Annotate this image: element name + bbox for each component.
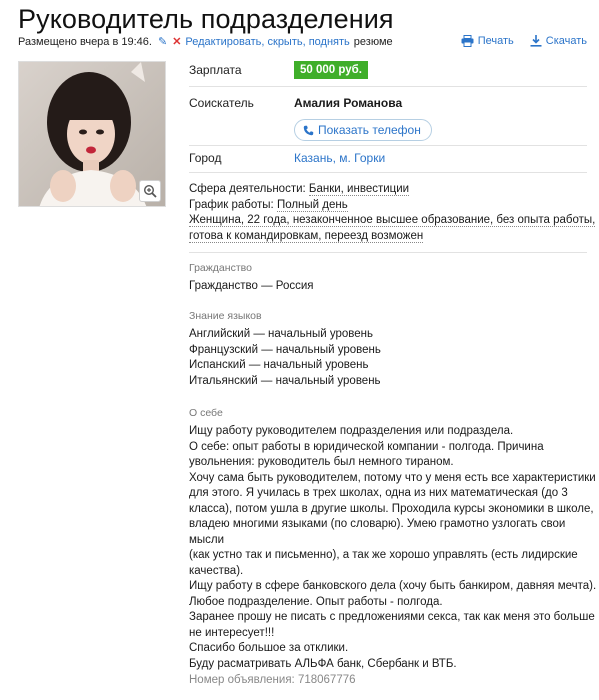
about-line: качества). xyxy=(189,564,244,577)
sphere-line xyxy=(189,182,599,198)
applicant-name: Амалия Романова xyxy=(294,96,403,110)
language-item: Итальянский — начальный уровень xyxy=(189,374,381,387)
summary-block xyxy=(189,182,599,244)
about-line: Ищу работу в сфере банковского дела (хочу быть банкиром, давняя мечта). xyxy=(189,580,597,592)
about-line: Ищу работу руководителем подразделения или подраздела. xyxy=(189,425,514,437)
about-line: владею многими языками (по словарю). Умею грамотно узлогать свои мысли xyxy=(189,518,566,546)
languages-list xyxy=(189,327,599,389)
about-line: не интересует!!! xyxy=(189,626,275,639)
divider xyxy=(189,86,587,87)
download-button[interactable] xyxy=(530,35,587,47)
salary-row xyxy=(189,61,589,79)
schedule-line xyxy=(189,198,599,214)
salary-badge: 50 000 руб. xyxy=(294,61,368,79)
about-line: увольнения: руководитель был немного тираном. xyxy=(189,456,454,468)
salary-label: Зарплата xyxy=(189,63,242,77)
phone-icon xyxy=(303,125,314,136)
city-link[interactable]: Казань, м. Горки xyxy=(294,151,386,165)
resume-actions xyxy=(461,35,587,47)
close-icon[interactable]: ✕ xyxy=(172,36,182,48)
about-line: Буду расматривать АЛЬФА банк, Сбербанк и ВТБ. xyxy=(189,657,457,670)
citizenship-value: Гражданство — Россия xyxy=(189,280,314,292)
about-line: О себе: опыт работы в юридической компании - полгода. Причина xyxy=(189,440,544,453)
about-line: класса), потом ушла в другие школы. Проходила курсы экономики в школе, xyxy=(189,502,594,515)
bio-text: готова к командировкам, переезд возможен xyxy=(189,229,424,242)
show-phone-label: Показать телефон xyxy=(318,123,421,137)
bio-line xyxy=(189,213,599,229)
print-label: Печать xyxy=(477,35,514,47)
city-row xyxy=(189,151,589,165)
bio-line xyxy=(189,229,599,245)
applicant-label: Соискатель xyxy=(189,96,254,110)
about-line: (как устно так и письменно), а так же хорошо управлять (есть лидирские xyxy=(189,549,578,561)
schedule-label: График работы: xyxy=(189,198,274,211)
divider xyxy=(189,172,587,173)
posting-meta xyxy=(18,35,393,48)
schedule-value: Полный день xyxy=(276,198,348,211)
city-label: Город xyxy=(189,151,222,165)
ad-number: Номер объявления: 718067776 xyxy=(189,674,356,686)
sphere-value: Банки, инвестиции xyxy=(308,183,410,195)
language-item: Французский — начальный уровень xyxy=(189,343,381,356)
download-label: Скачать xyxy=(545,35,587,47)
printer-icon xyxy=(461,35,474,47)
about-title: О себе xyxy=(189,407,223,419)
about-text xyxy=(189,424,599,672)
sphere-label: Сфера деятельности: xyxy=(189,183,306,195)
pencil-icon[interactable]: ✎ xyxy=(157,36,168,48)
about-line: Хочу сама быть руководителем, потому что у меня есть все характеристики xyxy=(189,471,596,484)
download-icon xyxy=(530,35,542,47)
zoom-button[interactable] xyxy=(139,180,161,202)
edit-link[interactable]: Редактировать, скрыть, поднять xyxy=(185,35,350,48)
citizenship-title: Гражданство xyxy=(189,262,252,274)
show-phone-button[interactable] xyxy=(294,119,432,141)
language-item: Испанский — начальный уровень xyxy=(189,359,369,371)
page-title: Руководитель подразделения xyxy=(18,4,394,34)
about-line: Спасибо большое за отклики. xyxy=(189,642,349,654)
magnifier-plus-icon xyxy=(143,184,157,198)
applicant-row xyxy=(189,96,589,110)
print-button[interactable] xyxy=(461,35,514,47)
about-line: для этого. Я училась в трех школах, одна из них математическая (до 3 xyxy=(189,487,568,499)
posted-time: Размещено вчера в 19:46. xyxy=(18,35,152,48)
bio-text: Женщина, 22 года, незаконченное высшее образование, без опыта работы, xyxy=(189,214,596,226)
divider xyxy=(189,252,587,253)
edit-tail: резюме xyxy=(353,35,393,48)
languages-title: Знание языков xyxy=(189,310,262,322)
language-item: Английский — начальный уровень xyxy=(189,328,373,340)
divider xyxy=(189,145,587,146)
applicant-photo[interactable] xyxy=(18,61,166,207)
about-line: Заранее прошу не писать с предложениями секса, так как меня это больше xyxy=(189,611,595,623)
about-line: Любое подразделение. Опыт работы - полгода. xyxy=(189,595,443,608)
